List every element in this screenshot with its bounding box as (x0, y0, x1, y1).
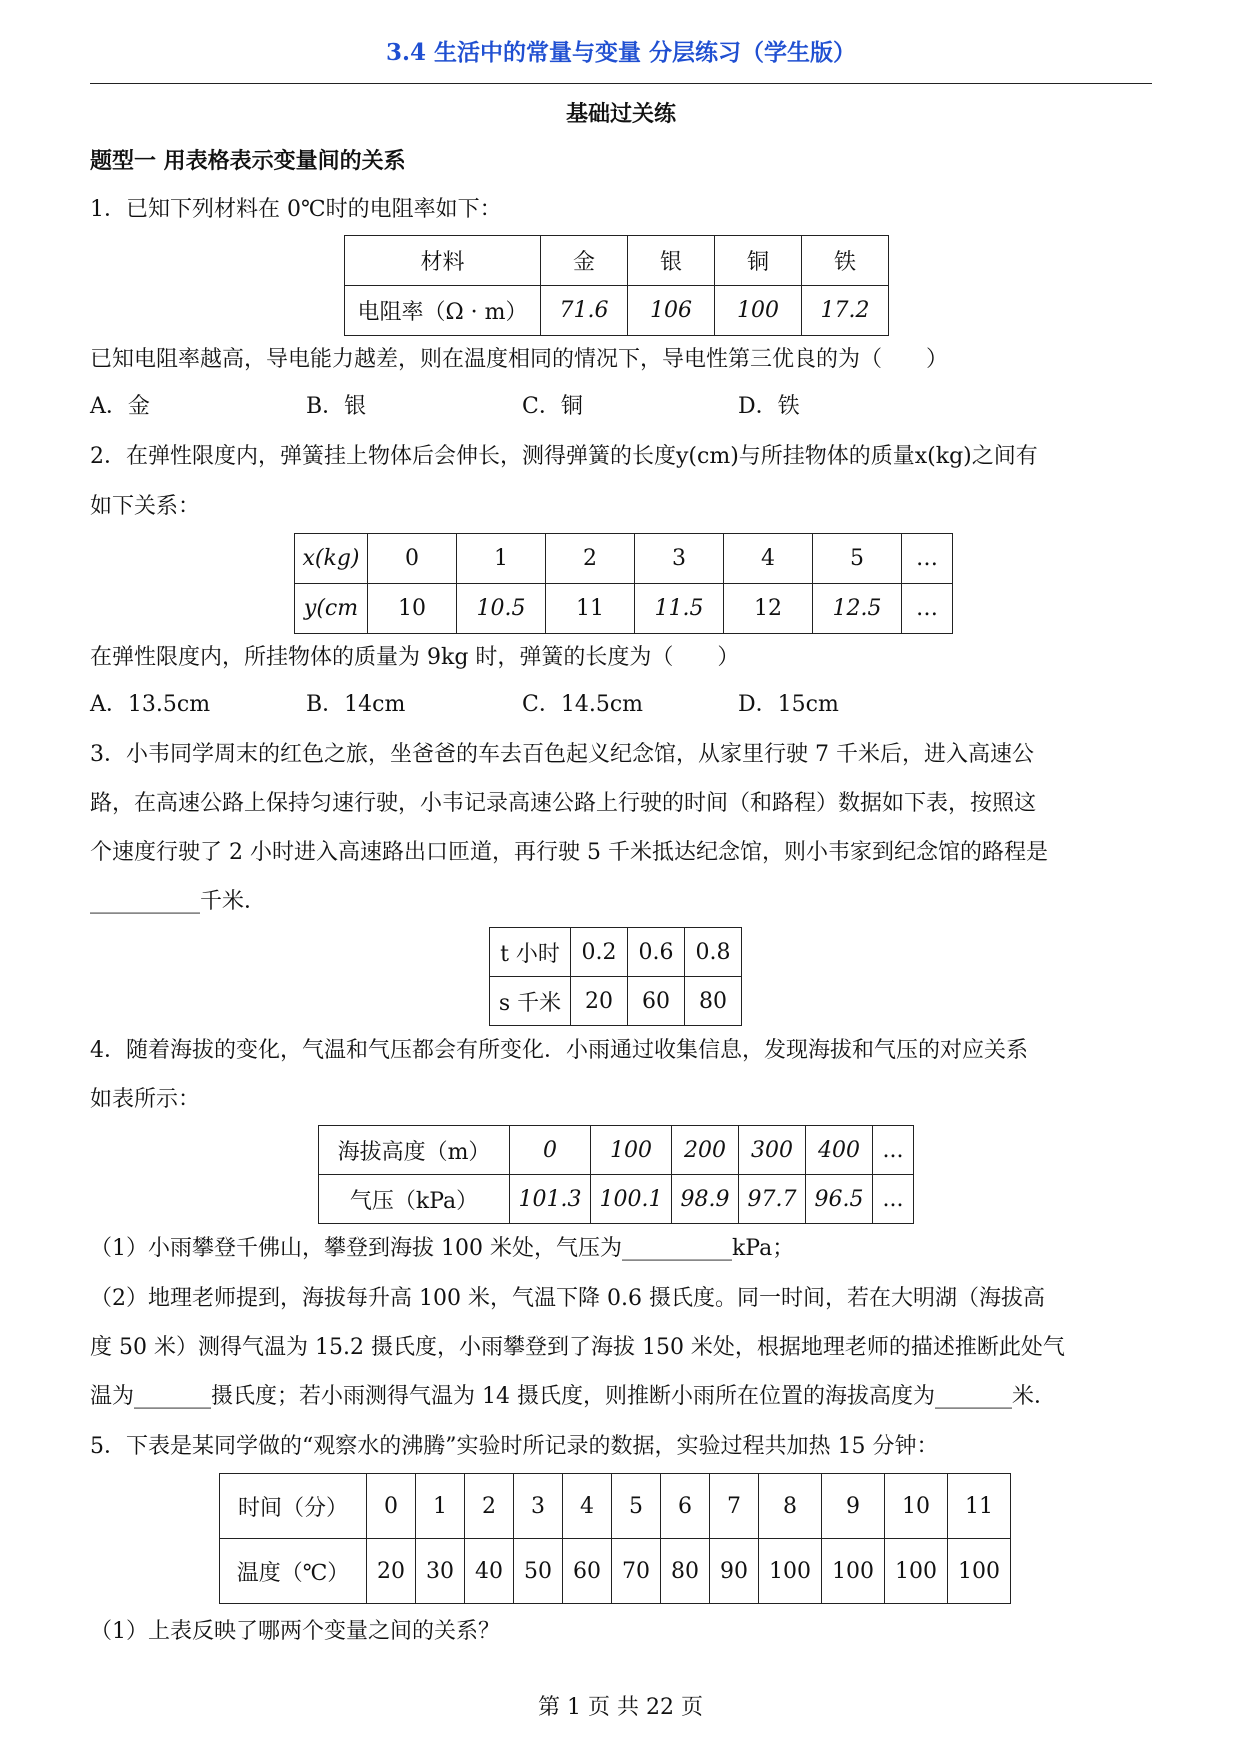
q4-p-1: 101.3 (510, 1175, 591, 1224)
q3-s-1: 20 (571, 977, 628, 1026)
q5-time-7: 7 (710, 1474, 759, 1539)
q1-value-gold: 71.6 (541, 286, 628, 336)
q3-t-3: 0.8 (685, 928, 742, 977)
q3-t-1: 0.2 (571, 928, 628, 977)
q4-sub1[interactable]: （1）小雨攀登千佛山，攀登到海拔 100 米处，气压为__________kPa； (90, 1236, 795, 1261)
q2-y-0: 10 (368, 584, 457, 634)
q3-line2: 路，在高速公路上保持匀速行驶，小韦记录高速公路上行驶的时间（和路程）数据如下表，按照这 (90, 791, 1037, 816)
q3-s-2: 60 (628, 977, 685, 1026)
q2-y-ellipsis: … (902, 584, 953, 634)
q1-option-c[interactable]: C．铜 (522, 394, 583, 419)
q5-temp-0: 20 (367, 1539, 416, 1604)
q5-stem: 5．下表是某同学做的“观察水的沸腾”实验时所记录的数据，实验过程共加热 15 分钟： (90, 1434, 939, 1459)
q3-s-3: 80 (685, 977, 742, 1026)
q5-temp-5: 70 (612, 1539, 661, 1604)
q4-p-3: 98.9 (672, 1175, 739, 1224)
q5-temp-10: 100 (885, 1539, 948, 1604)
q2-y-3: 11.5 (635, 584, 724, 634)
page-header-title: 3.4 生活中的常量与变量 分层练习（学生版） (385, 39, 857, 66)
q2-option-a[interactable]: A．13.5cm (90, 692, 211, 717)
q3-header-s: s 千米 (490, 977, 571, 1026)
q1-header-gold: 金 (541, 236, 628, 286)
q1-row-label: 电阻率（Ω · m） (345, 286, 541, 336)
q2-spring-table (294, 533, 953, 634)
q2-option-c[interactable]: C．14.5cm (522, 692, 644, 717)
q5-header-time: 时间（分） (220, 1474, 367, 1539)
q5-sub1: （1）上表反映了哪两个变量之间的关系？ (90, 1619, 500, 1644)
q2-x-4: 4 (724, 534, 813, 584)
q4-alt-1: 0 (510, 1126, 591, 1175)
q4-p-5: 96.5 (806, 1175, 873, 1224)
q1-header-copper: 铜 (715, 236, 802, 286)
q5-time-2: 2 (465, 1474, 514, 1539)
q4-p-ellipsis: ... (873, 1175, 914, 1224)
q2-stem-line1: 2．在弹性限度内，弹簧挂上物体后会伸长，测得弹簧的长度y(cm)与所挂物体的质量x(kg)之间有 (90, 444, 1038, 469)
q3-line3: 个速度行驶了 2 小时进入高速路出口匝道，再行驶 5 千米抵达纪念馆，则小韦家到纪念馆的路程是 (90, 840, 1048, 865)
q5-header-temp: 温度（℃） (220, 1539, 367, 1604)
section-title: 基础过关练 (565, 101, 676, 127)
q5-time-8: 8 (759, 1474, 822, 1539)
q5-boiling-table (219, 1473, 1011, 1604)
q1-option-a[interactable]: A．金 (90, 394, 150, 419)
q4-alt-ellipsis: ... (873, 1126, 914, 1175)
q2-option-d[interactable]: D．15cm (738, 692, 839, 717)
q4-alt-3: 200 (672, 1126, 739, 1175)
q4-sub2-line3[interactable]: 温为_______摄氏度；若小雨测得气温为 14 摄氏度，则推断小雨所在位置的海拔高度为_______米． (90, 1384, 1056, 1409)
q3-t-2: 0.6 (628, 928, 685, 977)
q4-sub2-line1: （2）地理老师提到，海拔每升高 100 米，气温下降 0.6 摄氏度。同一时间，若在大明湖（海拔高 (90, 1286, 1045, 1311)
q1-value-copper: 100 (715, 286, 802, 336)
q2-x-1: 1 (457, 534, 546, 584)
q1-question: 已知电阻率越高，导电能力越差，则在温度相同的情况下，导电性第三优良的为（ ） (90, 347, 949, 372)
q3-time-distance-table (489, 927, 742, 1026)
q1-value-silver: 106 (628, 286, 715, 336)
q5-temp-11: 100 (948, 1539, 1011, 1604)
q3-header-t: t 小时 (490, 928, 571, 977)
q4-header-altitude: 海拔高度（m） (319, 1126, 510, 1175)
q1-header-material: 材料 (345, 236, 541, 286)
q4-p-4: 97.7 (739, 1175, 806, 1224)
q5-temp-4: 60 (563, 1539, 612, 1604)
q2-x-0: 0 (368, 534, 457, 584)
q5-temp-8: 100 (759, 1539, 822, 1604)
q2-header-y: y(cm (295, 584, 368, 634)
q4-sub2-line2: 度 50 米）测得气温为 15.2 摄氏度，小雨攀登到了海拔 150 米处，根据地理老师的描述推断此处气 (90, 1335, 1065, 1360)
q2-option-b[interactable]: B．14cm (306, 692, 406, 717)
page-footer: 第 1 页 共 22 页 (538, 1695, 703, 1720)
q1-option-d[interactable]: D．铁 (738, 394, 800, 419)
q2-x-2: 2 (546, 534, 635, 584)
q5-time-11: 11 (948, 1474, 1011, 1539)
q4-alt-4: 300 (739, 1126, 806, 1175)
q2-y-2: 11 (546, 584, 635, 634)
q2-y-5: 12.5 (813, 584, 902, 634)
q5-temp-9: 100 (822, 1539, 885, 1604)
q2-y-1: 10.5 (457, 584, 546, 634)
q2-x-3: 3 (635, 534, 724, 584)
q5-temp-2: 40 (465, 1539, 514, 1604)
q4-alt-5: 400 (806, 1126, 873, 1175)
q5-temp-3: 50 (514, 1539, 563, 1604)
q5-temp-7: 90 (710, 1539, 759, 1604)
q1-option-b[interactable]: B．银 (306, 394, 367, 419)
q5-time-4: 4 (563, 1474, 612, 1539)
q2-header-x: x(kg) (295, 534, 368, 584)
q2-question: 在弹性限度内，所挂物体的质量为 9kg 时，弹簧的长度为（ ） (90, 645, 740, 670)
q5-temp-6: 80 (661, 1539, 710, 1604)
q4-altitude-pressure-table (318, 1125, 914, 1224)
q2-y-4: 12 (724, 584, 813, 634)
q1-header-iron: 铁 (802, 236, 889, 286)
q1-resistivity-table (344, 235, 889, 336)
q1-stem: 1．已知下列材料在 0℃时的电阻率如下： (90, 197, 502, 222)
q5-time-10: 10 (885, 1474, 948, 1539)
q4-p-2: 100.1 (591, 1175, 672, 1224)
q2-stem-line2: 如下关系： (90, 494, 201, 519)
q5-time-3: 3 (514, 1474, 563, 1539)
q5-time-0: 0 (367, 1474, 416, 1539)
q5-time-1: 1 (416, 1474, 465, 1539)
q4-line1: 4．随着海拔的变化，气温和气压都会有所变化．小雨通过收集信息，发现海拔和气压的对应关系 (90, 1038, 1029, 1063)
q5-time-9: 9 (822, 1474, 885, 1539)
q4-header-pressure: 气压（kPa） (319, 1175, 510, 1224)
q3-line1: 3．小韦同学周末的红色之旅，坐爸爸的车去百色起义纪念馆，从家里行驶 7 千米后，进入高速公 (90, 742, 1034, 767)
q5-time-5: 5 (612, 1474, 661, 1539)
q4-line2: 如表所示： (90, 1087, 201, 1112)
q5-temp-1: 30 (416, 1539, 465, 1604)
question-type-title: 题型一 用表格表示变量间的关系 (90, 148, 406, 174)
q2-x-ellipsis: … (902, 534, 953, 584)
q2-x-5: 5 (813, 534, 902, 584)
header-divider (90, 83, 1152, 84)
q3-answer-blank[interactable]: __________千米． (90, 889, 267, 914)
q1-value-iron: 17.2 (802, 286, 889, 336)
q4-alt-2: 100 (591, 1126, 672, 1175)
q5-time-6: 6 (661, 1474, 710, 1539)
q1-header-silver: 银 (628, 236, 715, 286)
